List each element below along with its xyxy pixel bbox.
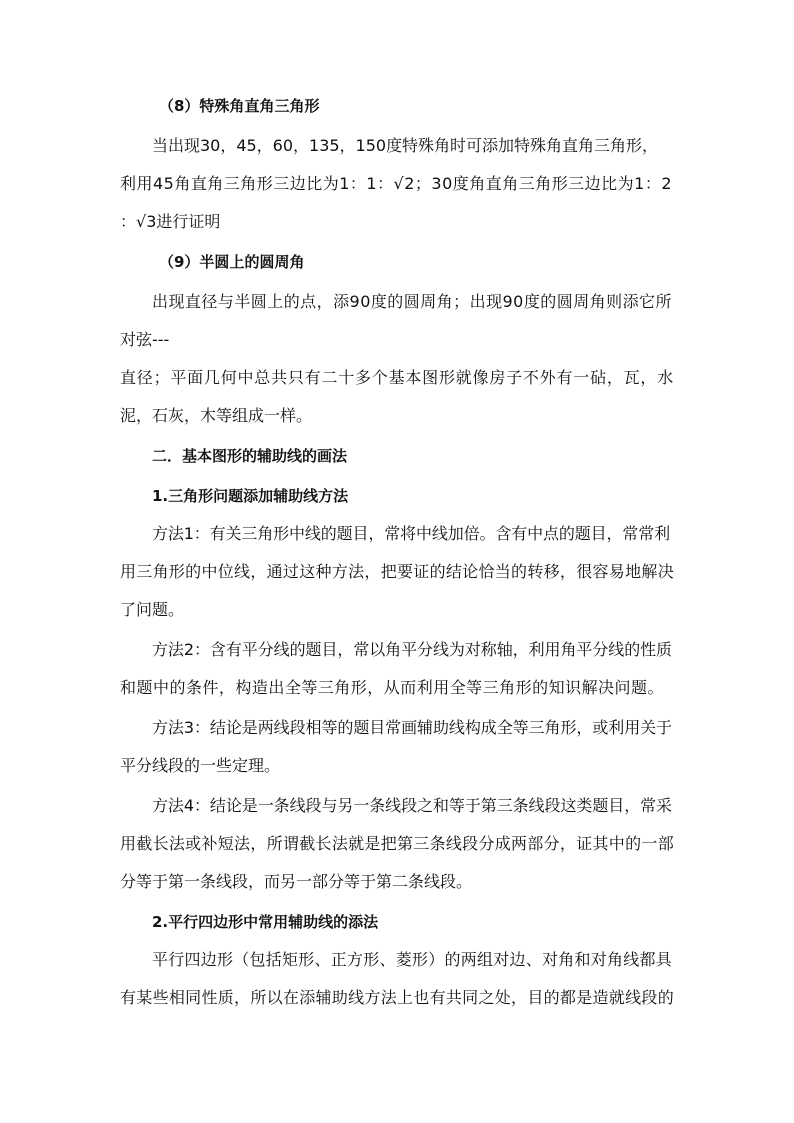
paragraph-line: 和题中的条件，构造出全等三角形，从而利用全等三角形的知识解决问题。 bbox=[120, 678, 664, 697]
paragraph-line: 平分线段的一些定理。 bbox=[120, 756, 281, 775]
paragraph-line: 有某些相同性质，所以在添辅助线方法上也有共同之处，目的都是造就线段的 bbox=[120, 988, 674, 1007]
subheading-parallelogram-aux-lines: 2.平行四边形中常用辅助线的添法 bbox=[152, 913, 379, 931]
paragraph-line: 方法2：含有平分线的题目，常以角平分线为对称轴，利用角平分线的性质 bbox=[152, 640, 672, 659]
paragraph-line: 用三角形的中位线，通过这种方法，把要证的结论恰当的转移，很容易地解决 bbox=[120, 562, 674, 581]
heading-8-special-right-triangle: （8）特殊角直角三角形 bbox=[159, 97, 320, 115]
section-heading-2: 二．基本图形的辅助线的画法 bbox=[152, 447, 348, 465]
paragraph-line: 出现直径与半圆上的点，添90度的圆周角；出现90度的圆周角则添它所 bbox=[152, 292, 672, 311]
paragraph-line: 方法1：有关三角形中线的题目，常将中线加倍。含有中点的题目，常常利 bbox=[152, 524, 670, 543]
paragraph-line: 方法3：结论是两线段相等的题目常画辅助线构成全等三角形，或利用关于 bbox=[152, 718, 672, 737]
paragraph-line: 分等于第一条线段，而另一部分等于第二条线段。 bbox=[120, 872, 473, 891]
paragraph-line: ：√3进行证明 bbox=[120, 212, 221, 231]
paragraph-line: 方法4：结论是一条线段与另一条线段之和等于第三条线段这类题目，常采 bbox=[152, 796, 672, 815]
paragraph-line: 当出现30，45，60，135，150度特殊角时可添加特殊角直角三角形， bbox=[152, 136, 658, 155]
subheading-triangle-aux-lines: 1.三角形问题添加辅助线方法 bbox=[152, 487, 349, 505]
paragraph-line: 用截长法或补短法，所谓截长法就是把第三条线段分成两部分，证其中的一部 bbox=[120, 834, 674, 853]
paragraph-line: 泥，石灰，木等组成一样。 bbox=[120, 406, 313, 425]
paragraph-line: 直径；平面几何中总共只有二十多个基本图形就像房子不外有一砧，瓦，水 bbox=[120, 368, 674, 387]
paragraph-line: 平行四边形（包括矩形、正方形、菱形）的两组对边、对角和对角线都具 bbox=[152, 950, 672, 969]
paragraph-line: 利用45角直角三角形三边比为1：1：√2；30度角直角三角形三边比为1：2 bbox=[120, 174, 672, 193]
paragraph-line: 了问题。 bbox=[120, 600, 185, 619]
heading-9-semicircle-angle: （9）半圆上的圆周角 bbox=[159, 253, 305, 271]
paragraph-line: 对弦--- bbox=[120, 330, 170, 349]
